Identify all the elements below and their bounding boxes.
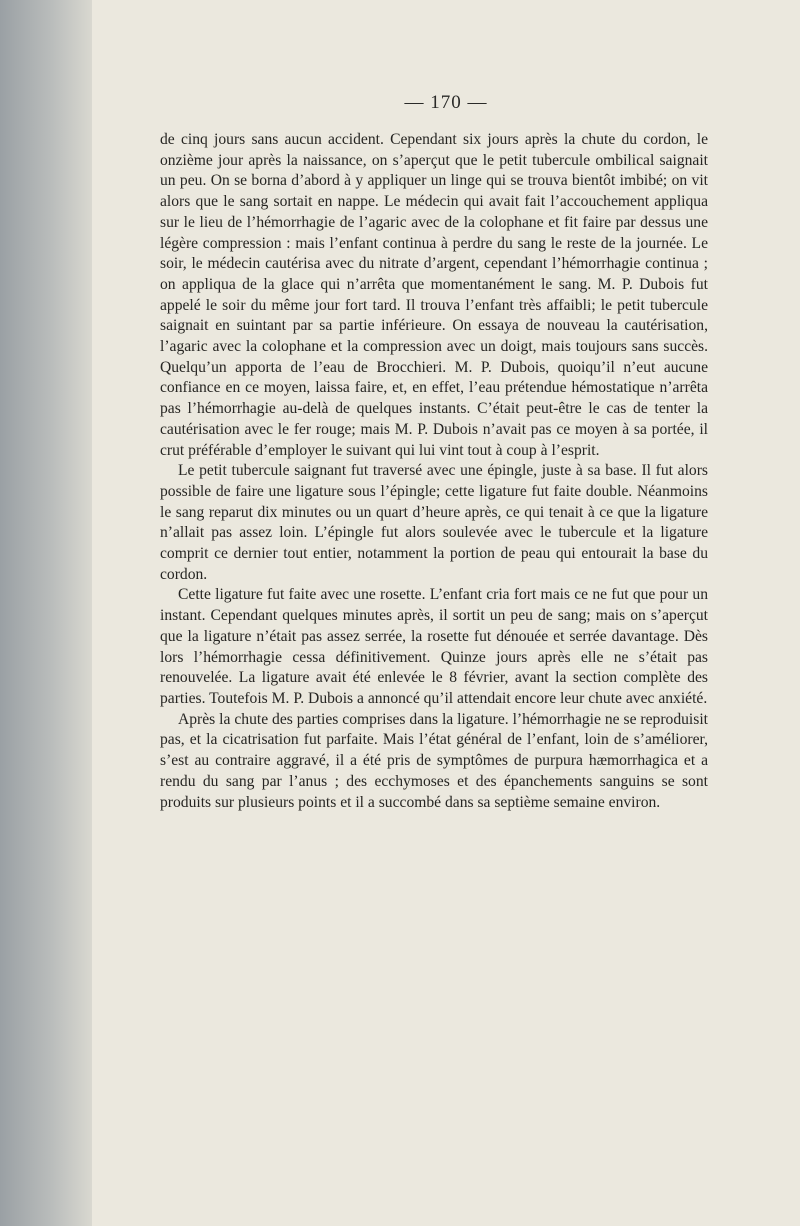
- scan-margin: [0, 0, 92, 1226]
- paragraph-4: Après la chute des parties comprises dans la ligature. l’hémorrhagie ne se reproduisit pas, et la cicatrisation fut parfaite. Mais l’état général de l’enfant, loin de s’améliorer, s’est au contraire aggravé, il a été pris de symptômes de purpura hæmorrhagica et a rendu du sang par l’anus ; des ecchymoses et des épanchements sanguins se sont produits sur plusieurs points et il a succombé dans sa septième semaine environ.: [160, 710, 708, 811]
- paragraph-2: Le petit tubercule saignant fut traversé avec une épingle, juste à sa base. Il fut alors possible de faire une ligature sous l’épingle; cette ligature fut faite double. Néanmoins le sang reparut dix minutes ou un quart d’heure après, ce qui tenait à ce que la ligature n’allait pas assez loin. L’épingle fut alors soulevée avec le tubercule et la ligature comprit ce dernier tout entier, notamment la portion de peau qui entourait la base du cordon.: [160, 462, 708, 583]
- body-text: [160, 130, 708, 813]
- paragraph-3: Cette ligature fut faite avec une rosette. L’enfant cria fort mais ce ne fut que pour un instant. Cependant quelques minutes après, il sortit un peu de sang; mais on s’aperçut que la ligature n’était pas assez serrée, la rosette fut dénouée et serrée davantage. Dès lors l’hémorrhagie cessa définitivement. Quinze jours après elle ne s’était pas renouvelée. La ligature avait été enlevée le 8 février, avant la section complète des parties. Toutefois M. P. Dubois a annoncé qu’il attendait encore leur chute avec anxiété.: [160, 586, 708, 707]
- document-page: [92, 0, 800, 1226]
- page-number: — 170 —: [404, 92, 488, 113]
- paragraph-1: de cinq jours sans aucun accident. Cependant six jours après la chute du cordon, le onzième jour après la naissance, on s’aperçut que le petit tubercule ombilical saignait un peu. On se borna d’abord à y appliquer un linge qui se trouva bientôt imbibé; on vit alors que le sang sortait en nappe. Le médecin qui avait fait l’accouchement appliqua sur le lieu de l’hémorrhagie de l’agaric avec de la colophane et fit faire par dessus une légère compression : mais l’enfant continua à perdre du sang le reste de la journée. Le soir, le médecin cautérisa avec du nitrate d’argent, cependant l’hémorrhagie continua ; on appliqua de la glace qui n’arrêta que momentanément le sang. M. P. Dubois fut appelé le soir du même jour fort tard. Il trouva l’enfant très affaibli; le petit tubercule saignait en suintant par sa partie inférieure. On essaya de nouveau la cautérisation, l’agaric avec la colophane et la compression avec un doigt, mais toujours sans succès. Quelqu’un apporta de l’eau de Brocchieri. M. P. Dubois, quoiqu’il n’eut aucune confiance en ce moyen, laissa faire, et, en effet, l’eau prétendue hémostatique n’arrêta pas l’hémorrhagie au-delà de quelques instants. C’était peut-être le cas de tenter la cautérisation avec le fer rouge; mais M. P. Dubois n’avait pas ce moyen à sa portée, il crut préférable d’employer le suivant qui lui vint tout à coup à l’esprit.: [160, 131, 708, 459]
